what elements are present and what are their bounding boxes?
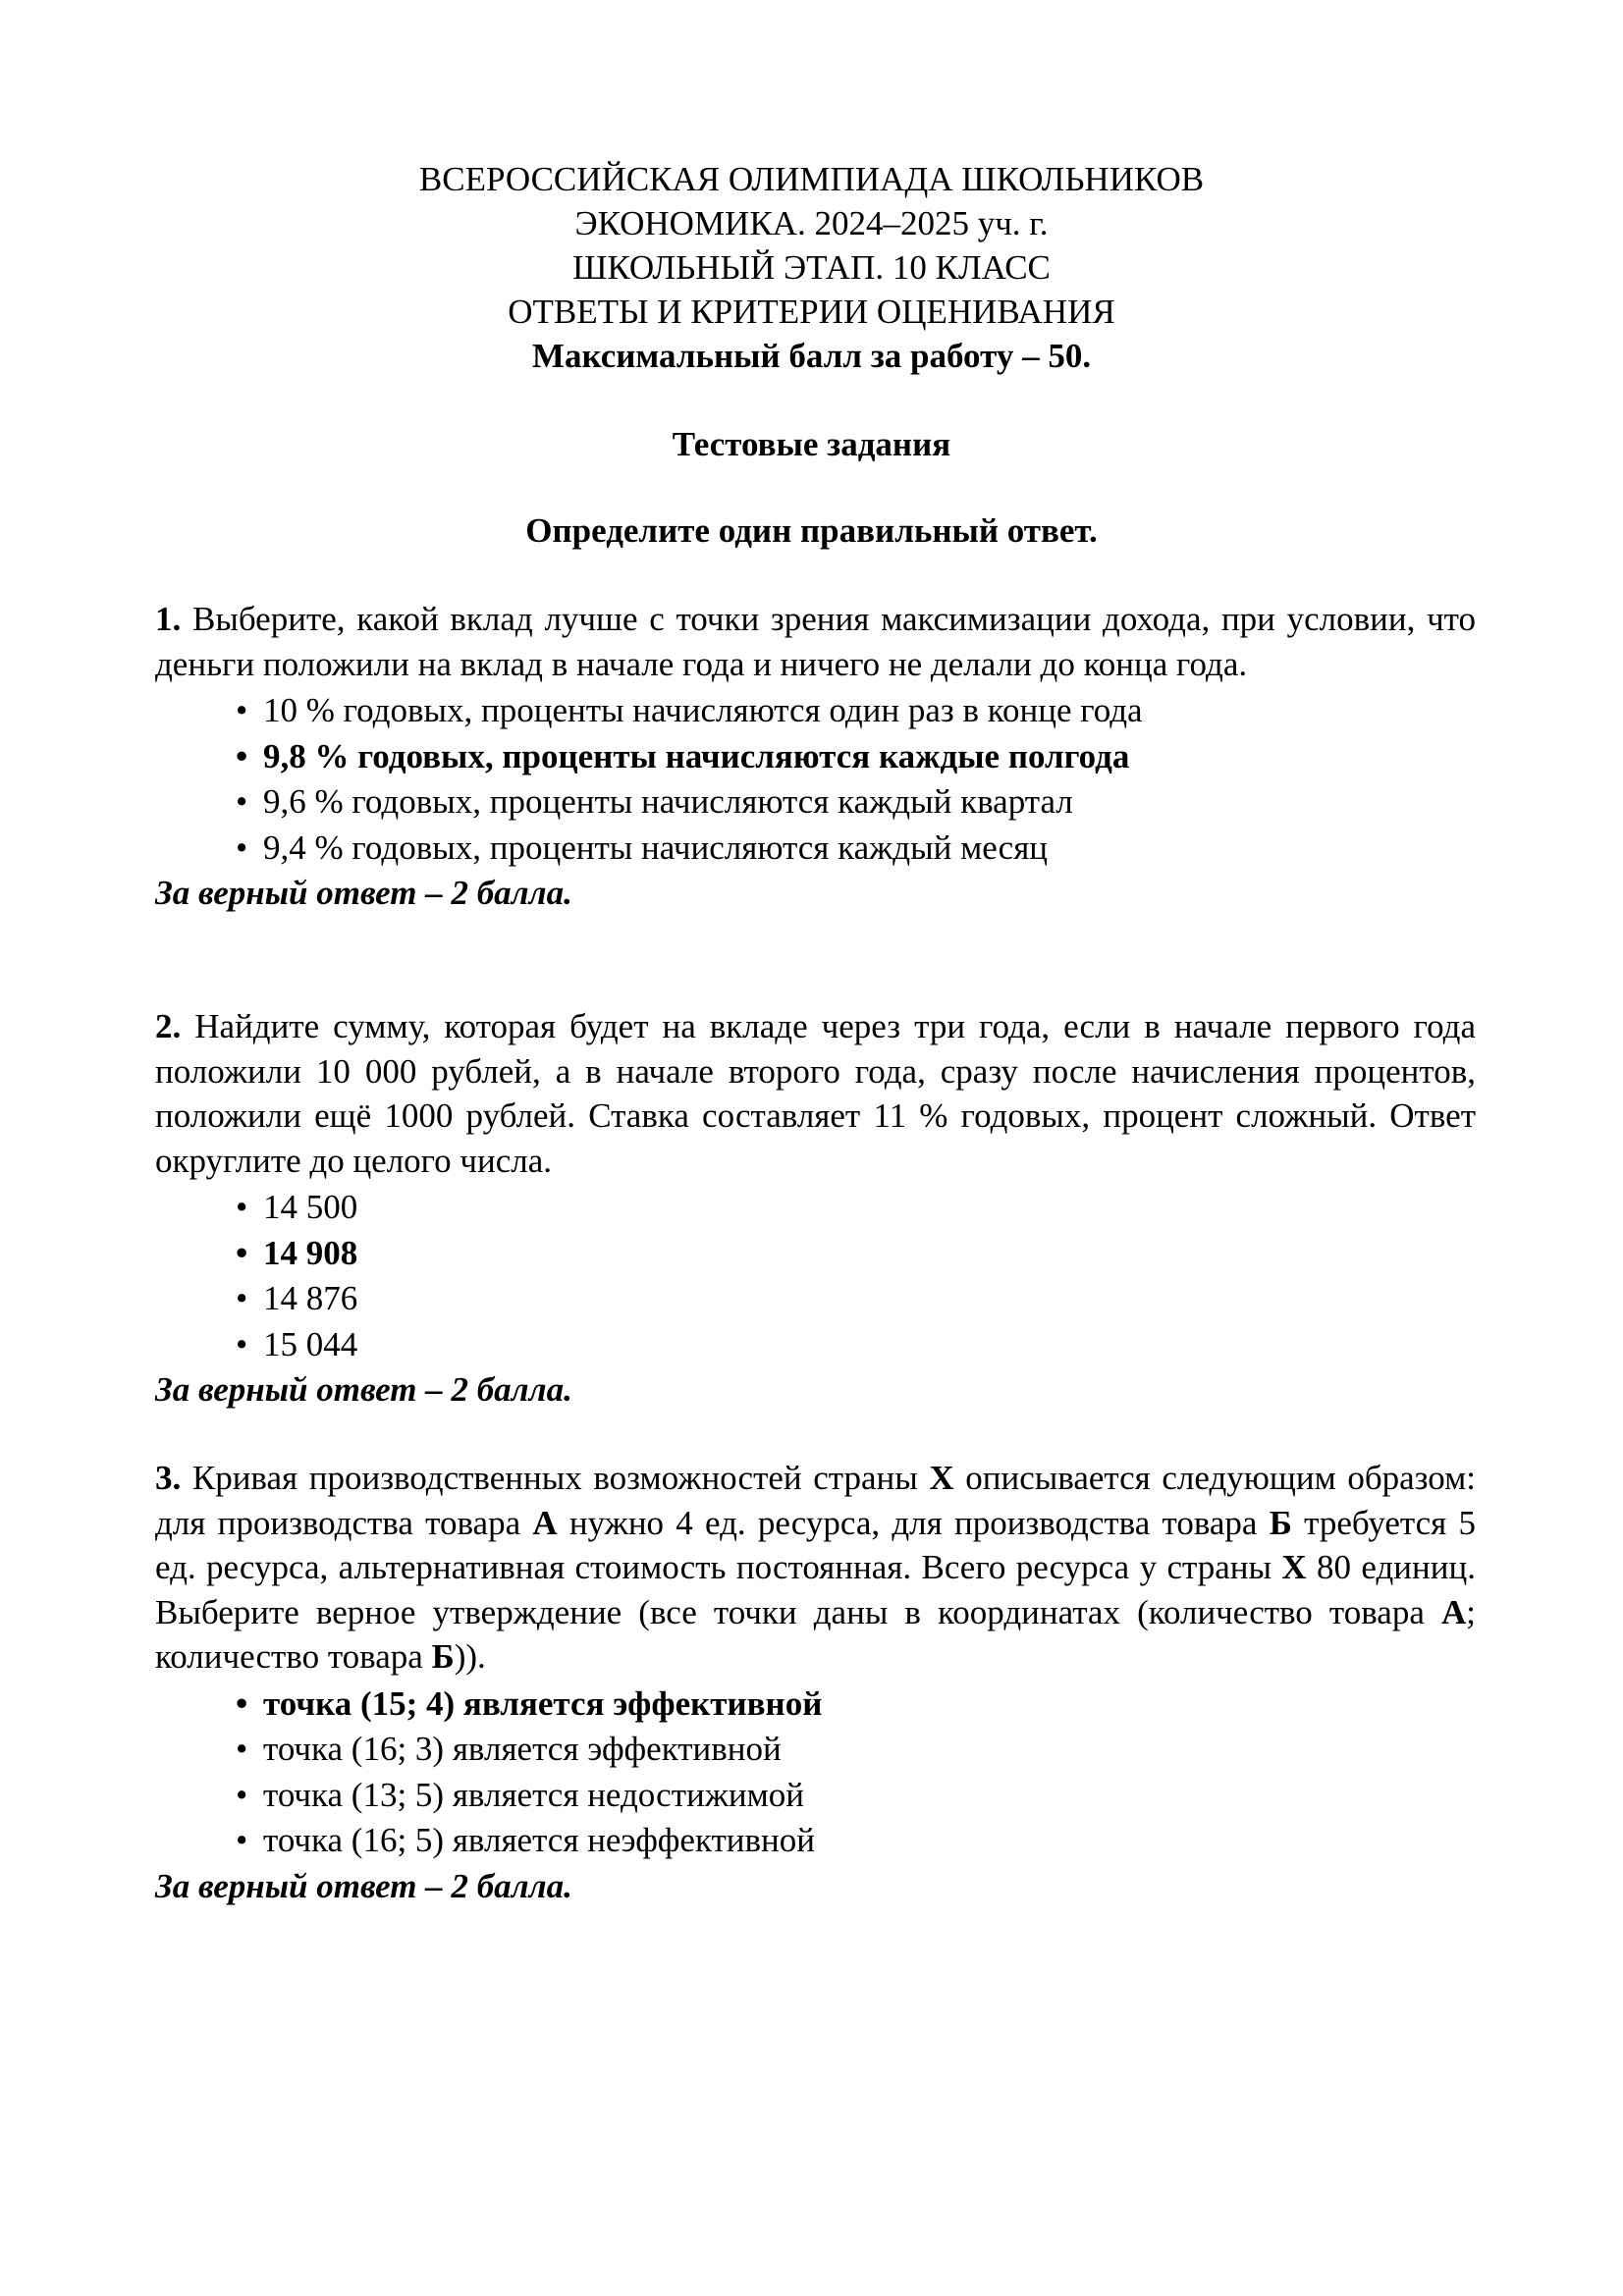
question-3 — [155, 1456, 1476, 1908]
header-line-olympiad: ВСЕРОССИЙСКАЯ ОЛИМПИАДА ШКОЛЬНИКОВ — [418, 160, 1205, 198]
option-item — [155, 779, 1476, 826]
option-text: 10 % годовых, проценты начисляются один раз в конце года — [263, 691, 1143, 729]
question-body: Выберите, какой вклад лучше с точки зрения максимизации дохода, при условии, что деньги положили на вклад в начале года и ничего не делали до конца года. — [155, 600, 1476, 683]
option-item — [155, 826, 1476, 872]
instruction: Определите один правильный ответ. — [525, 511, 1098, 550]
bullet-icon: • — [236, 1279, 248, 1317]
q3-part: )). — [454, 1637, 486, 1676]
q3-part-bold: А — [1440, 1592, 1467, 1631]
question-2 — [155, 1004, 1476, 1412]
q3-part-bold: Б — [1269, 1503, 1292, 1542]
option-text: точка (13; 5) является недостижимой — [263, 1775, 805, 1814]
question-text — [155, 1456, 1476, 1680]
bullet-icon: • — [236, 1775, 248, 1814]
option-item — [155, 1276, 1476, 1322]
bullet-icon: • — [236, 1188, 248, 1226]
option-item — [155, 1727, 1476, 1773]
q3-part: 80 единиц. Выберите верное утверждение (все точки даны в координатах (количество товара — [155, 1548, 1476, 1631]
q3-part-bold: Х — [929, 1459, 954, 1497]
q3-part: ; количество товара — [155, 1592, 1476, 1676]
document-header — [0, 157, 1623, 378]
bullet-icon: • — [236, 1324, 248, 1363]
header-line-answers: ОТВЕТЫ И КРИТЕРИИ ОЦЕНИВАНИЯ — [508, 293, 1115, 331]
bullet-icon: • — [236, 828, 248, 867]
option-text: точка (16; 5) является неэффективной — [263, 1821, 816, 1859]
q3-part-bold: Б — [431, 1637, 455, 1676]
max-score-line: Максимальный балл за работу – 50. — [531, 337, 1092, 375]
score-note: За верный ответ – 2 балла. — [155, 874, 572, 912]
bullet-icon: • — [236, 736, 248, 775]
bullet-icon: • — [236, 1730, 248, 1768]
option-item — [155, 1773, 1476, 1819]
question-number: 3. — [155, 1459, 182, 1497]
option-item — [155, 1185, 1476, 1231]
q3-part: требуется 5 ед. ресурса, альтернативная стоимость постоянная. Всего ресурса у страны — [155, 1503, 1476, 1586]
options-list — [155, 1682, 1476, 1864]
question-text — [155, 1004, 1476, 1183]
option-text: 15 044 — [263, 1324, 358, 1363]
option-item-correct — [155, 734, 1476, 780]
option-item — [155, 1322, 1476, 1368]
option-text: 14 908 — [263, 1233, 358, 1272]
header-line-subject: ЭКОНОМИКА. 2024–2025 уч. г. — [574, 204, 1049, 242]
q3-part-bold: Х — [1281, 1548, 1307, 1586]
question-text — [155, 597, 1476, 686]
option-item-correct — [155, 1682, 1476, 1728]
q3-part: Кривая производственных возможностей страны — [191, 1459, 930, 1497]
header-line-stage: ШКОЛЬНЫЙ ЭТАП. 10 КЛАСС — [572, 248, 1051, 287]
option-text: 9,6 % годовых, проценты начисляются каждый квартал — [263, 782, 1073, 821]
question-body: Найдите сумму, которая будет на вкладе через три года, если в начале первого года положили 10 000 рублей, а в начале второго года, сразу после начисления процентов, положили ещё 1000 рублей. Ставка составляет 11 % годовых, процент сложный. Ответ округлите до целого числа. — [155, 1007, 1476, 1180]
option-text: 9,4 % годовых, проценты начисляются каждый месяц — [263, 828, 1049, 867]
option-item — [155, 1818, 1476, 1864]
option-text: 14 500 — [263, 1188, 358, 1226]
option-text: точка (15; 4) является эффективной — [263, 1683, 823, 1723]
options-list — [155, 1185, 1476, 1367]
option-item-correct — [155, 1231, 1476, 1277]
bullet-icon: • — [236, 1821, 248, 1859]
q3-part: нужно 4 ед. ресурса, для производства товара — [557, 1503, 1270, 1542]
section-title: Тестовые задания — [672, 425, 951, 463]
bullet-icon: • — [236, 691, 248, 729]
bullet-icon: • — [236, 1233, 248, 1272]
question-number: 1. — [155, 600, 182, 638]
bullet-icon: • — [236, 782, 248, 821]
q3-part: описывается следующим образом: для производства товара — [155, 1459, 1477, 1542]
question-1 — [155, 597, 1476, 915]
options-list — [155, 688, 1476, 871]
bullet-icon: • — [236, 1683, 248, 1723]
q3-part-bold: А — [532, 1503, 558, 1542]
option-text: 9,8 % годовых, проценты начисляются каждые полгода — [263, 736, 1130, 775]
option-item — [155, 688, 1476, 734]
option-text: точка (16; 3) является эффективной — [263, 1730, 782, 1768]
score-note: За верный ответ – 2 балла. — [155, 1370, 572, 1409]
question-number: 2. — [155, 1007, 182, 1045]
option-text: 14 876 — [263, 1279, 358, 1317]
score-note: За верный ответ – 2 балла. — [155, 1866, 572, 1905]
